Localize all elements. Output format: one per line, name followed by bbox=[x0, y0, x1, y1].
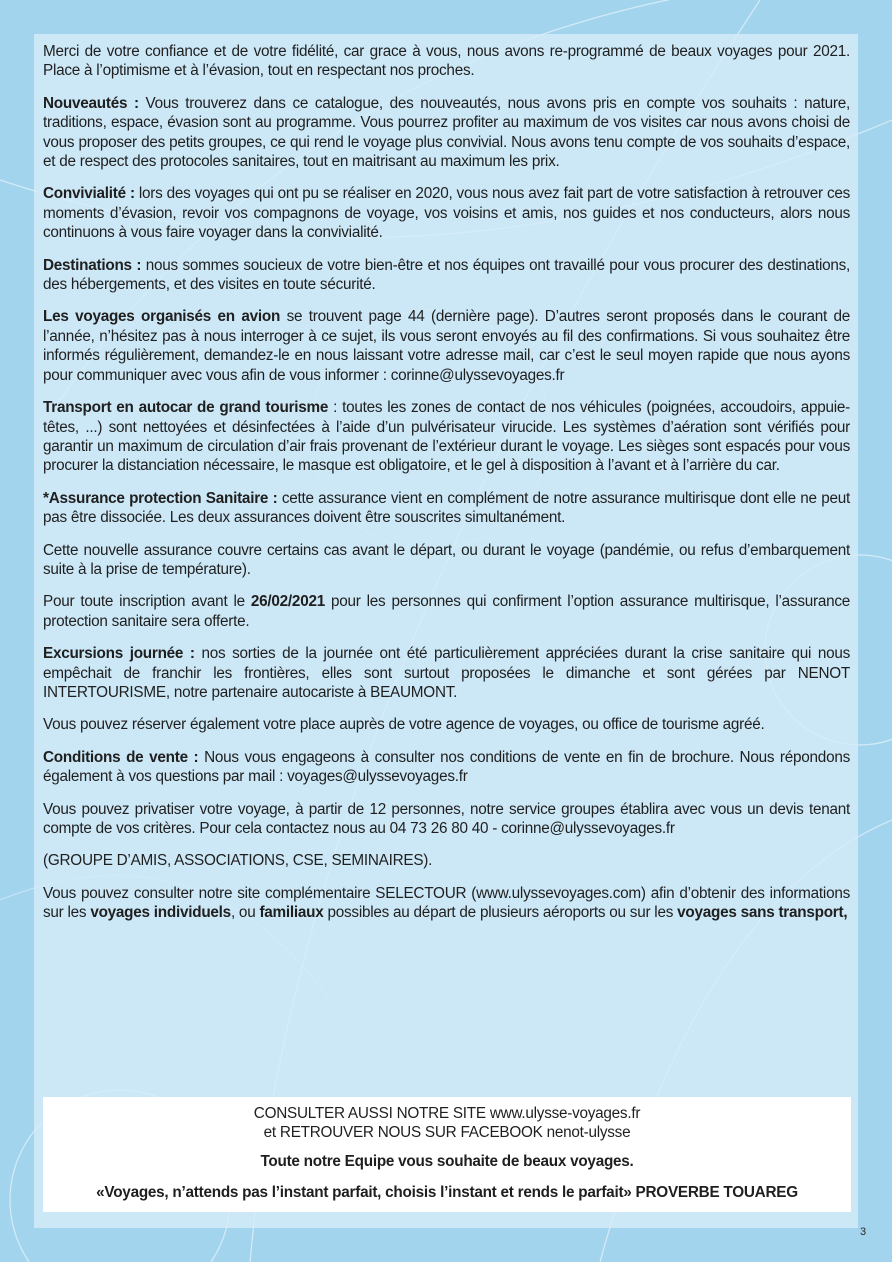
inscription-after: pour les personnes qui confirment l’option assurance multirisque, l’assurance protection sanitaire sera offerte. bbox=[43, 593, 850, 630]
selectour-text-1: Vous pouvez consulter notre site complémentaire SELECTOUR (www.ulyssevoyages.com) afin d’obtenir des informations sur les bbox=[43, 884, 850, 922]
selectour-bold-1: voyages individuels bbox=[90, 904, 231, 922]
groupes-paragraph: (GROUPE D’AMIS, ASSOCIATIONS, CSE, SEMINAIRES). bbox=[43, 852, 433, 870]
inscription-date: 26/02/2021 bbox=[250, 593, 325, 611]
footer-box bbox=[43, 1097, 851, 1212]
excursions-label: Excursions journée : bbox=[43, 645, 195, 663]
convivialite-text: lors des voyages qui ont pu se réaliser en 2020, vous nous avez fait part de votre satisfaction à retrouver ces moments d’évasion, revoir vos compagnons de voyage, vos voisins et amis, nos guides et nos conducteurs, alors nous continuons à vous faire voyager dans la convivialité. bbox=[43, 185, 851, 242]
excursions-text: nos sorties de la journée ont été particulièrement appréciées durant la crise sanitaire qui nous empêchait de franchir les frontières, elles sont surtout proposées le dimanche et sont gérées par NENOT INTERTOURISME, notre partenaire autocariste à BEAUMONT. bbox=[43, 645, 850, 701]
selectour-text-3: possibles au départ de plusieurs aéroports ou sur les bbox=[323, 904, 678, 922]
destinations-label: Destinations : bbox=[43, 256, 142, 274]
selectour-paragraph bbox=[43, 884, 850, 923]
transport-text: : toutes les zones de contact de nos véhicules (poignées, accoudoirs, appuie-têtes, ...) sont nettoyées et désinfectées à l’aide d’un pulvérisateur virucide. Les systèmes d’aération sont vérifiés pour garantir un maximum de circulation d’air frais provenant de l’extérieur durant le voyage. Les sièges sont espacés pour vous procurer la distanciation nécessaire, le masque est obligatoire, et le gel à disposition à l’avant et à l’arrière du car. bbox=[43, 399, 850, 475]
page-number: 3 bbox=[860, 1226, 867, 1238]
avion-text: se trouvent page 44 (dernière page). D’autres seront proposés dans le courant de l’année, n’hésitez pas à nous interroger à ce sujet, ils vous seront envoyés au fil des confirmations. Si vous souhaitez être informés régulièrement, demandez-le en nous laissant votre adresse mail, car c’est le seul moyen rapide que nous ayons pour communiquer avec vous afin de vous informer : corinne@ulyssevoyages.fr bbox=[43, 308, 850, 384]
assurance-text: cette assurance vient en complément de notre assurance multirisque dont elle ne peut pas être dissociée. Les deux assurances doivent être souscrites simultanément. bbox=[43, 489, 850, 527]
footer-proverb: «Voyages, n’attends pas l’instant parfait, choisis l’instant et rends le parfait» PROVERBE TOUAREG bbox=[96, 1184, 798, 1201]
conditions-label: Conditions de vente : bbox=[43, 748, 199, 766]
reserver-paragraph: Vous pouvez réserver également votre place auprès de votre agence de voyages, ou office de tourisme agréé. bbox=[43, 716, 765, 734]
nouveautes-paragraph bbox=[43, 94, 850, 172]
assurance-cover-paragraph: Cette nouvelle assurance couvre certains cas avant le départ, ou durant le voyage (pandémie, ou refus d’embarquement suite à la prise de température). bbox=[43, 541, 850, 578]
avion-paragraph bbox=[43, 307, 850, 385]
assurance-paragraph bbox=[43, 489, 850, 528]
footer-facebook-line: et RETROUVER NOUS SUR FACEBOOK nenot-ulysse bbox=[263, 1124, 631, 1141]
nouveautes-label: Nouveautés : bbox=[43, 94, 139, 112]
transport-paragraph bbox=[43, 398, 850, 476]
excursions-paragraph bbox=[43, 644, 850, 702]
footer-site-line: CONSULTER AUSSI NOTRE SITE www.ulysse-voyages.fr bbox=[253, 1105, 641, 1122]
assurance-label: *Assurance protection Sanitaire : bbox=[43, 489, 278, 507]
selectour-text-2: , ou bbox=[230, 904, 260, 922]
convivialite-paragraph bbox=[43, 184, 850, 242]
content-panel bbox=[34, 34, 858, 1228]
avion-label: Les voyages organisés en avion bbox=[43, 308, 281, 326]
convivialite-label: Convivialité : bbox=[43, 185, 135, 203]
selectour-bold-3: voyages sans transport, bbox=[677, 904, 848, 922]
destinations-text: nous sommes soucieux de votre bien-être et nos équipes ont travaillé pour vous procurer des destinations, des hébergements, et des visites en toute sécurité. bbox=[43, 256, 851, 294]
inscription-paragraph bbox=[43, 592, 850, 631]
footer-greeting: Toute notre Equipe vous souhaite de beaux voyages. bbox=[260, 1153, 634, 1170]
destinations-paragraph bbox=[43, 256, 850, 295]
inscription-before: Pour toute inscription avant le bbox=[43, 593, 251, 611]
transport-label: Transport en autocar de grand tourisme bbox=[43, 399, 329, 417]
nouveautes-text: Vous trouverez dans ce catalogue, des nouveautés, nous avons pris en compte vos souhaits : nature, traditions, espace, évasion sont au programme. Vous pourrez profiter au maximum de vos visites car nous avons choisi de vous proposer des petits groupes, ce qui rend le voyage plus convivial. Nous avons tenu compte de vos souhaits d’espace, et de respect des protocoles sanitaires, tout en maitrisant au maximum les prix. bbox=[43, 94, 850, 171]
document-body bbox=[43, 42, 850, 936]
privatiser-paragraph: Vous pouvez privatiser votre voyage, à partir de 12 personnes, notre service groupes établira avec vous un devis tenant compte de vos critères. Pour cela contactez nous au 04 73 26 80 40 - corinne@ulyssevoyages.fr bbox=[43, 800, 850, 837]
selectour-bold-2: familiaux bbox=[259, 904, 324, 922]
conditions-paragraph bbox=[43, 748, 850, 787]
conditions-text: Nous vous engageons à consulter nos conditions de vente en fin de brochure. Nous répondons également à vos questions par mail : voyages@ulyssevoyages.fr bbox=[43, 748, 850, 786]
intro-paragraph: Merci de votre confiance et de votre fidélité, car grace à vous, nous avons re-programmé de beaux voyages pour 2021. Place à l’optimisme et à l’évasion, tout en respectant nos proches. bbox=[43, 43, 850, 80]
